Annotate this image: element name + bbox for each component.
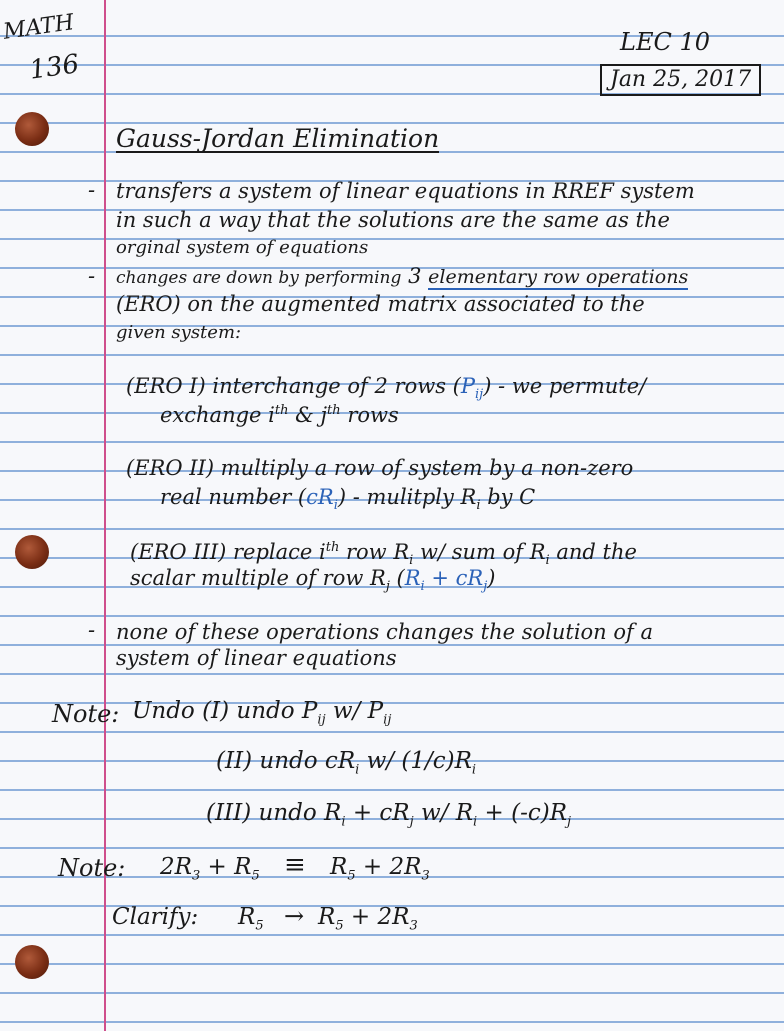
bullet-dash: - <box>88 264 96 288</box>
bullet2-line2: (ERO) on the augmented matrix associated to the <box>116 292 645 316</box>
bullet1-line3: orginal system of equations <box>116 237 369 258</box>
lecture-label: LEC 10 <box>620 28 710 56</box>
ero3-line2: scalar multiple of row $R_j$ $(R_i + cR_j)$ <box>130 566 496 595</box>
undo-line3: (III) undo $R_i + cR_j$ w/ $R_i + (-c)R_j$ <box>206 800 572 830</box>
clarify-rhs: $R_5 + 2R_3$ <box>318 904 418 934</box>
arrow-icon: → <box>284 902 305 930</box>
undo-line2: (II) undo $cR_i$ w/ $(1/c)R_i$ <box>216 748 477 778</box>
clarify-lhs: $R_5$ <box>238 904 264 934</box>
course-number: 136 <box>27 49 82 86</box>
page-title: Gauss-Jordan Elimination <box>116 124 440 153</box>
bullet1-line1: transfers a system of linear equations in RREF system <box>116 179 695 203</box>
ero1-line1: (ERO I) interchange of 2 rows $(P_{ij})$ - we permute/ <box>126 374 647 403</box>
note2-rhs: $R_5 + 2R_3$ <box>330 854 430 884</box>
note-label: Note: <box>58 854 126 882</box>
binder-hole-middle <box>15 535 49 569</box>
subject-label: MATH <box>1 10 76 45</box>
bullet2-line3: given system: <box>116 322 242 343</box>
note2-lhs: $2R_3 + R_5$ <box>160 854 260 884</box>
bullet-dash: - <box>88 618 96 642</box>
undo-line1: Undo (I) undo $P_{ij}$ w/ $P_{ij}$ <box>132 698 392 728</box>
ero2-line1: (ERO II) multiply a row of system by a non-zero <box>126 456 634 480</box>
bullet2-line1: changes are down by performing 3 elementary row operations <box>116 264 689 288</box>
bullet1-line2: in such a way that the solutions are the same as the <box>116 208 670 232</box>
binder-hole-top <box>15 112 49 146</box>
note-label: Note: <box>52 700 120 728</box>
equivalence-symbol: ≡ <box>284 850 306 880</box>
date-box: Jan 25, 2017 <box>600 64 761 96</box>
bullet3-line2: system of linear equations <box>116 646 397 670</box>
bullet3-line1: none of these operations changes the solution of a <box>116 620 653 644</box>
ero2-line2: real number $(cR_i)$ - mulitply $R_i$ by C <box>160 485 536 514</box>
ero1-line2: exchange $i^{th}$ & $j^{th}$ rows <box>160 403 399 427</box>
ero3-line1: (ERO III) replace $i^{th}$ row $R_i$ w/ sum of $R_i$ and the <box>130 540 637 569</box>
clarify-label: Clarify: <box>112 904 199 930</box>
binder-hole-bottom <box>15 945 49 979</box>
bullet-dash: - <box>88 178 96 202</box>
